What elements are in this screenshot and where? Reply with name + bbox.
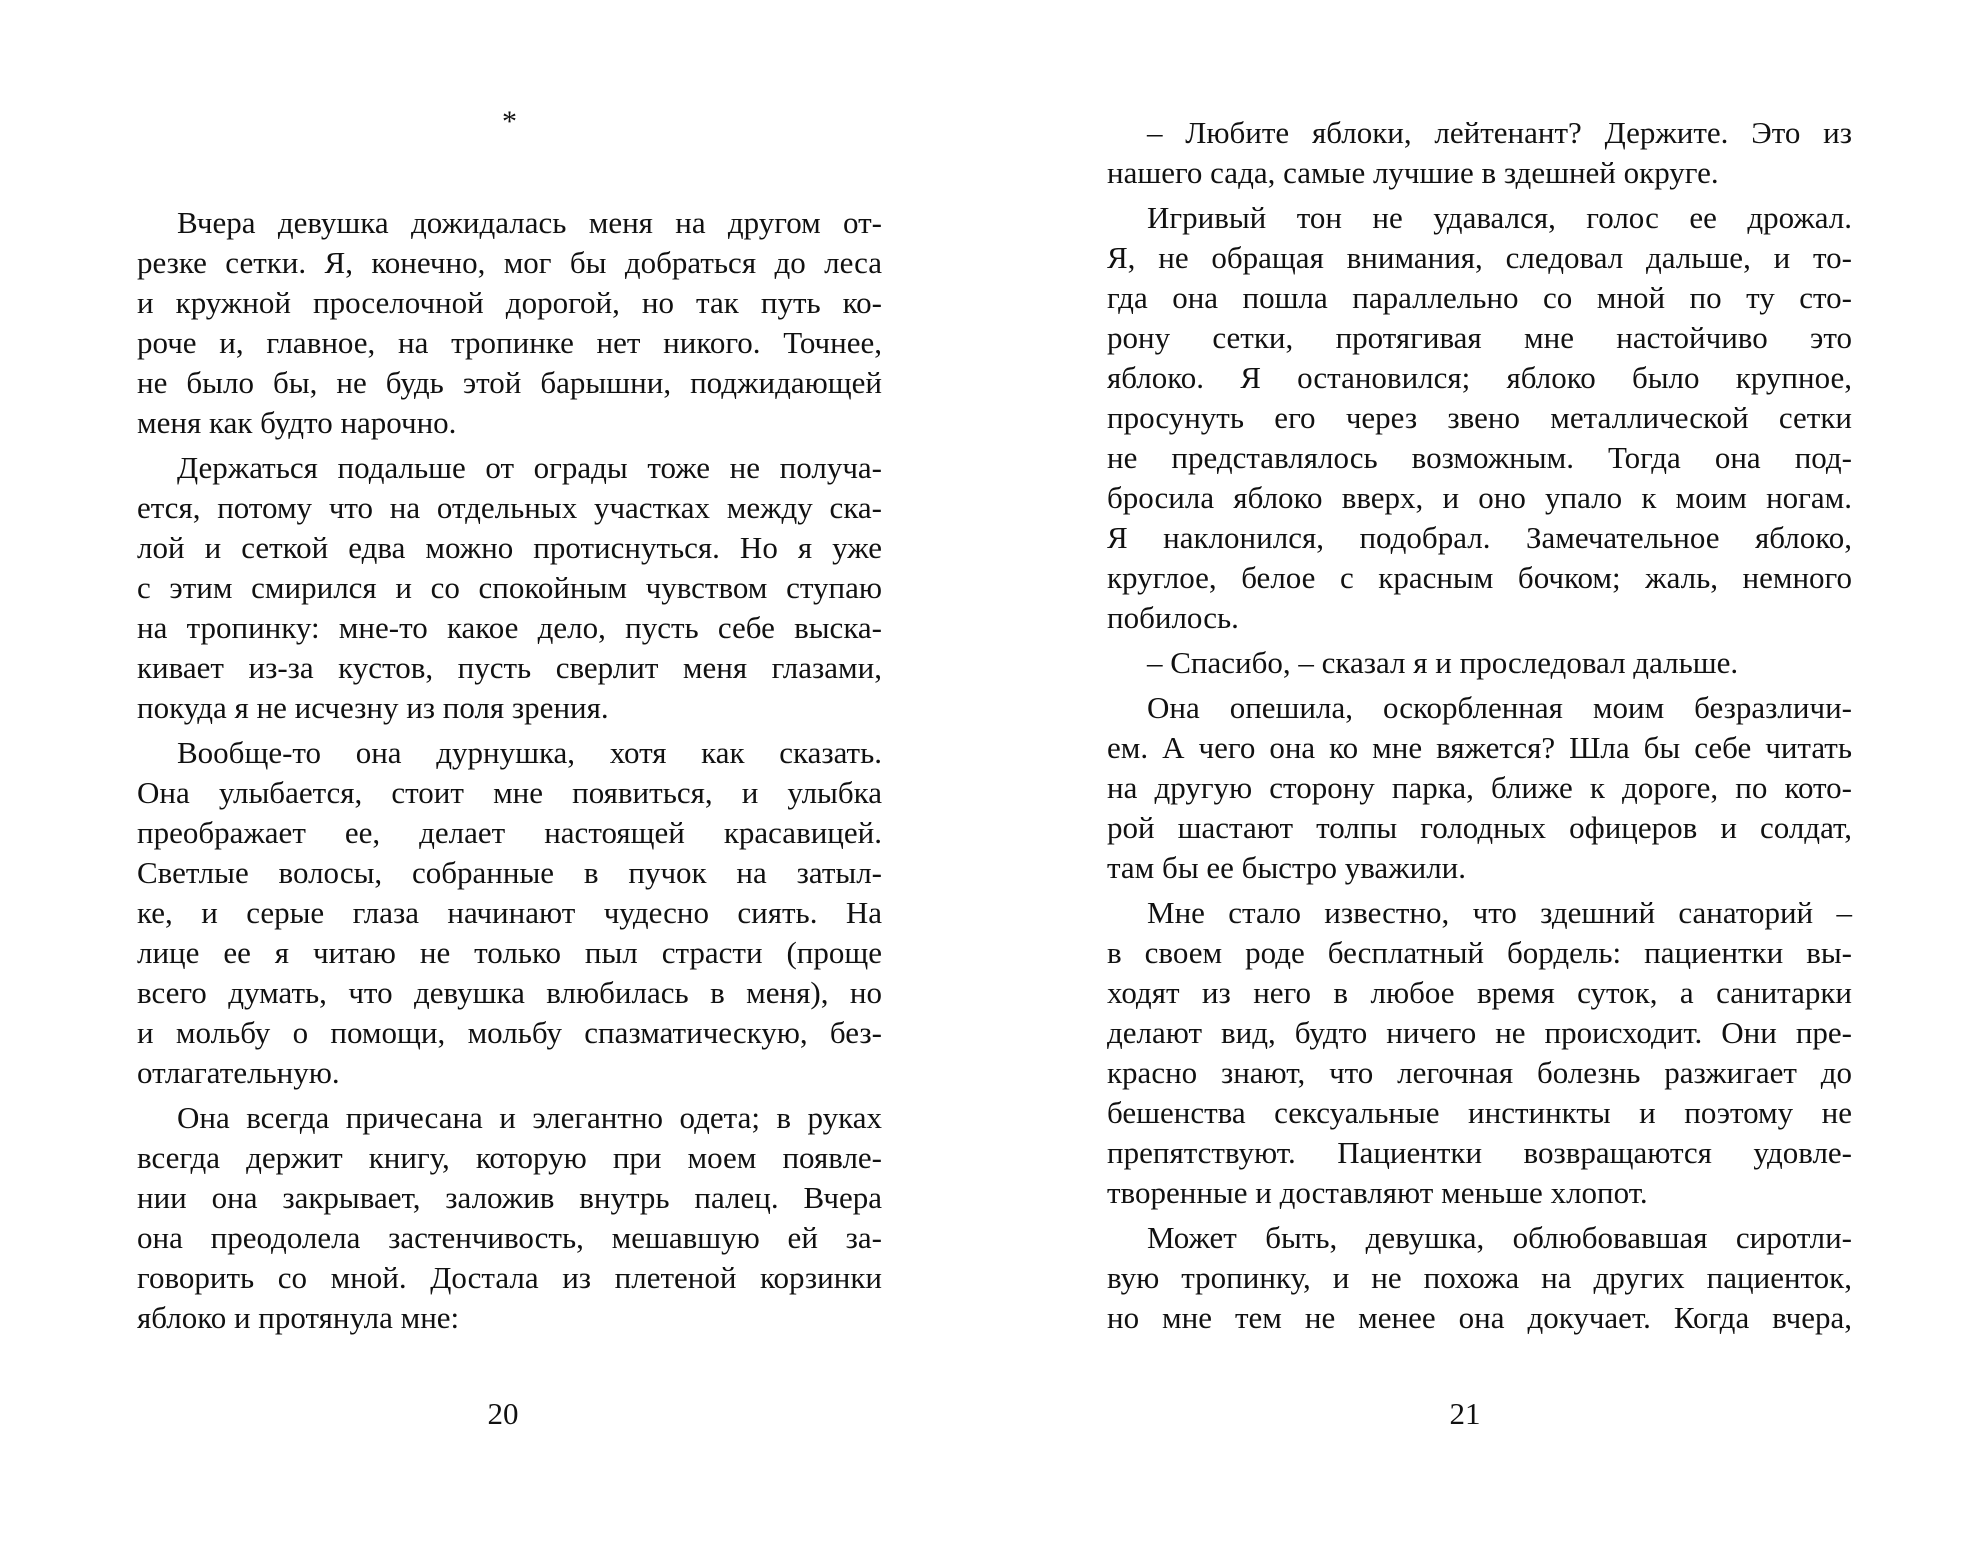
text-line: бешенства сексуальные инстинкты и поэтому не xyxy=(1107,1095,1852,1130)
text-line: ке, и серые глаза начинают чудесно сиять. На xyxy=(137,895,882,930)
text-line: в своем роде бесплатный бордель: пациентки вы- xyxy=(1107,935,1852,970)
text-line: покуда я не исчезну из поля зрения. xyxy=(137,690,609,725)
text-line: лице ее я читаю не только пыл страсти (проще xyxy=(137,935,882,970)
text-line: Мне стало известно, что здешний санаторий – xyxy=(1147,895,1852,930)
text-line: резке сетки. Я, конечно, мог бы добраться до леса xyxy=(137,245,882,280)
text-line: кивает из-за кустов, пусть сверлит меня глазами, xyxy=(137,650,882,685)
text-line: делают вид, будто ничего не происходит. Они пре- xyxy=(1107,1015,1852,1050)
text-line: отлагательную. xyxy=(137,1055,340,1090)
text-line: Вчера девушка дожидалась меня на другом от- xyxy=(177,205,882,240)
text-line: Она опешила, оскорбленная моим безразличи- xyxy=(1147,690,1852,725)
text-line: Она улыбается, стоит мне появиться, и улыбка xyxy=(137,775,882,810)
text-line: нашего сада, самые лучшие в здешней округе. xyxy=(1107,155,1719,190)
text-line: – Спасибо, – сказал я и проследовал дальше. xyxy=(1147,645,1739,680)
text-line: всего думать, что девушка влюбилась в меня), но xyxy=(137,975,882,1010)
text-line: препятствуют. Пациентки возвращаются удовле- xyxy=(1107,1135,1852,1170)
text-line: преображает ее, делает настоящей красавицей. xyxy=(137,815,882,850)
text-line: с этим смирился и со спокойным чувством ступаю xyxy=(137,570,882,605)
text-line: но мне тем не менее она докучает. Когда вчера, xyxy=(1107,1300,1852,1335)
text-line: творенные и доставляют меньше хлопот. xyxy=(1107,1175,1648,1210)
text-line: Я, не обращая внимания, следовал дальше, и то- xyxy=(1107,240,1852,275)
page-number: 20 xyxy=(487,1396,519,1431)
text-line: ем. А чего она ко мне вяжется? Шла бы себе читать xyxy=(1107,730,1852,765)
text-line: бросила яблоко вверх, и оно упало к моим ногам. xyxy=(1107,480,1852,515)
text-line: и кружной проселочной дорогой, но так путь ко- xyxy=(137,285,882,320)
text-line: не было бы, не будь этой барышни, поджидающей xyxy=(137,365,882,400)
text-line: говорить со мной. Достала из плетеной корзинки xyxy=(137,1260,882,1295)
text-line: всегда держит книгу, которую при моем появле- xyxy=(137,1140,882,1175)
page-number: 21 xyxy=(1449,1396,1481,1431)
text-line: яблоко. Я остановился; яблоко было крупное, xyxy=(1107,360,1852,395)
text-line: красно знают, что легочная болезнь разжигает до xyxy=(1107,1055,1852,1090)
text-line: гда она пошла параллельно со мной по ту сто- xyxy=(1107,280,1852,315)
text-line: круглое, белое с красным бочком; жаль, немного xyxy=(1107,560,1852,595)
text-line: Может быть, девушка, облюбовавшая сиротли- xyxy=(1147,1220,1852,1255)
text-line: Я наклонился, подобрал. Замечательное яблоко, xyxy=(1107,520,1852,555)
text-line: Вообще-то она дурнушка, хотя как сказать. xyxy=(177,735,882,770)
text-line: ется, потому что на отдельных участках между ска- xyxy=(137,490,882,525)
text-line: она преодолела застенчивость, мешавшую ей за- xyxy=(137,1220,882,1255)
text-line: побилось. xyxy=(1107,600,1239,635)
text-line: там бы ее быстро уважили. xyxy=(1107,850,1467,885)
text-line: Светлые волосы, собранные в пучок на затыл- xyxy=(137,855,882,890)
text-line: роче и, главное, на тропинке нет никого. Точнее, xyxy=(137,325,882,360)
text-line: яблоко и протянула мне: xyxy=(137,1300,460,1335)
text-line: не представлялось возможным. Тогда она под- xyxy=(1107,440,1852,475)
text-line: и мольбу о помощи, мольбу спазматическую, без- xyxy=(137,1015,882,1050)
text-line: нии она закрывает, заложив внутрь палец. Вчера xyxy=(137,1180,882,1215)
text-line: рону сетки, протягивая мне настойчиво это xyxy=(1107,320,1852,355)
text-line: просунуть его через звено металлической сетки xyxy=(1107,400,1852,435)
text-line: Игривый тон не удавался, голос ее дрожал. xyxy=(1147,200,1852,235)
text-line: рой шастают толпы голодных офицеров и солдат, xyxy=(1107,810,1852,845)
text-line: на тропинку: мне-то какое дело, пусть себе выска- xyxy=(137,610,882,645)
text-line: меня как будто нарочно. xyxy=(137,405,457,440)
text-line: – Любите яблоки, лейтенант? Держите. Это из xyxy=(1147,115,1852,150)
text-line: ходят из него в любое время суток, а санитарки xyxy=(1107,975,1852,1010)
text-line: Держаться подальше от ограды тоже не получа- xyxy=(177,450,882,485)
text-line: на другую сторону парка, ближе к дороге, по кото- xyxy=(1107,770,1852,805)
text-line: вую тропинку, и не похожа на других пациенток, xyxy=(1107,1260,1852,1295)
section-break-asterisk: * xyxy=(502,105,517,138)
text-line: лой и сеткой едва можно протиснуться. Но я уже xyxy=(137,530,882,565)
text-line: Она всегда причесана и элегантно одета; в руках xyxy=(177,1100,882,1135)
right-page xyxy=(982,0,1964,1552)
